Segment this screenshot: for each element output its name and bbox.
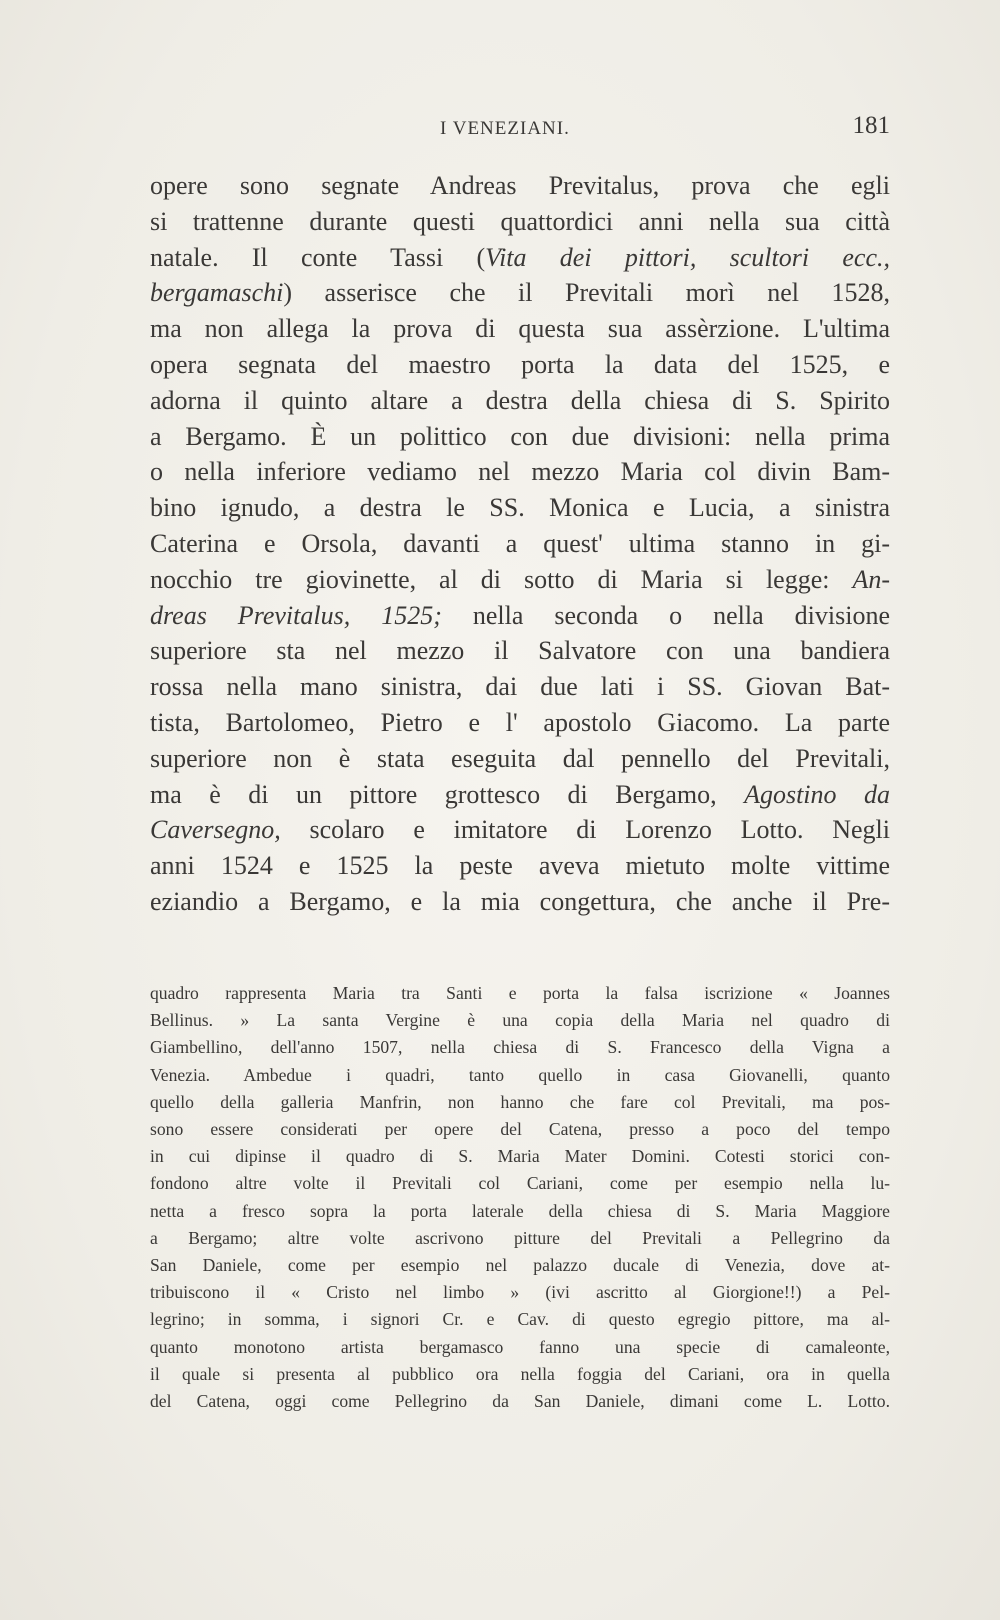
footnote-line: il quale si presenta al pubblico ora nella foggia del Cariani, ora in quella [150,1363,890,1384]
body-line: opera segnata del maestro porta la data del 1525, e [150,349,890,379]
running-head [150,112,890,148]
body-text [150,168,890,920]
body-line: anni 1524 e 1525 la peste aveva mietuto molte vittime [150,851,890,881]
body-text-run: nocchio tre giovinette, al di sotto di Maria si legge: [150,564,853,594]
body-line [150,598,890,634]
body-line: o nella inferiore vediamo nel mezzo Maria col divin Bam- [150,457,890,487]
footnote-line: quadro rappresenta Maria tra Santi e porta la falsa iscrizione « Joannes [150,983,890,1003]
footnote-line: Giambellino, dell'anno 1507, nella chiesa di S. Francesco della Vigna a [150,1037,890,1058]
footnote-line: del Catena, oggi come Pellegrino da San Daniele, dimani come L. Lotto. [150,1391,890,1412]
footnote-line: Venezia. Ambedue i quadri, tanto quello in casa Giovanelli, quanto [150,1064,890,1085]
footnote-line: in cui dipinse il quadro di S. Maria Mater Domini. Cotesti storici con- [150,1146,890,1167]
body-italic-run: Vita dei pittori, scultori ecc., [485,242,890,272]
body-line: superiore non è stata eseguita dal pennello del Previtali, [150,743,890,773]
body-line [150,240,890,276]
body-line [150,812,890,848]
footnote-line: fondono altre volte il Previtali col Cariani, come per esempio nella lu- [150,1173,890,1194]
footnote-line: netta a fresco sopra la porta laterale della chiesa di S. Maria Maggiore [150,1200,890,1221]
footnote [150,980,890,1415]
body-italic-run: An- [852,564,890,594]
body-line [150,275,890,311]
body-text-run: ) asserisce che il Previtali morì nel 1528, [283,278,890,308]
footnote-line: legrino; in somma, i signori Cr. e Cav. di questo egregio pittore, ma al- [150,1309,890,1330]
body-line: ma non allega la prova di questa sua assèrzione. L'ultima [150,314,890,344]
body-italic-run: bergamaschi [150,278,284,308]
body-line: Caterina e Orsola, davanti a quest' ultima stanno in gi- [150,528,890,558]
body-line: a Bergamo. È un polittico con due divisioni: nella prima [150,421,890,451]
body-line [150,562,890,598]
body-line: rossa nella mano sinistra, dai due lati i SS. Giovan Bat- [150,672,890,702]
running-title: I VENEZIANI. [440,118,570,139]
body-line: superiore sta nel mezzo il Salvatore con una bandiera [150,636,890,666]
body-line: bino ignudo, a destra le SS. Monica e Lucia, a sinistra [150,493,890,523]
body-text-run: natale. Il conte Tassi ( [150,242,486,272]
footnote-line: quello della galleria Manfrin, non hanno che fare col Previtali, ma pos- [150,1091,890,1112]
body-line: si trattenne durante questi quattordici anni nella sua città [150,206,890,236]
body-line: opere sono segnate Andreas Previtalus, prova che egli [150,171,890,200]
footnote-line: a Bergamo; altre volte ascrivono pitture del Previtali a Pellegrino da [150,1227,890,1248]
footnote-line: tribuiscono il « Cristo nel limbo » (ivi ascritto al Giorgione!!) a Pel- [150,1282,890,1303]
body-text-run: nella seconda o nella divisione [441,600,890,630]
body-italic-run: Agostino da [744,779,890,809]
body-line [150,777,890,813]
footnote-line: San Daniele, come per esempio nel palazzo ducale di Venezia, dove at- [150,1255,890,1276]
footnote-line: Bellinus. » La santa Vergine è una copia della Maria nel quadro di [150,1010,890,1031]
body-text-run: ma è di un pittore grottesco di Bergamo, [150,779,745,809]
body-line: adorna il quinto altare a destra della chiesa di S. Spirito [150,385,890,415]
body-line: tista, Bartolomeo, Pietro e l' apostolo Giacomo. La parte [150,707,890,737]
footnote-line: sono essere considerati per opere del Catena, presso a poco del tempo [150,1119,890,1140]
body-italic-run: Caversegno, [150,815,281,845]
body-italic-run: dreas Previtalus, 1525; [150,600,442,630]
body-text-run: scolaro e imitatore di Lorenzo Lotto. Negli [280,815,890,845]
body-line: eziandio a Bergamo, e la mia congettura, che anche il Pre- [150,886,890,916]
footnote-line: quanto monotono artista bergamasco fanno una specie di camaleonte, [150,1336,890,1357]
page-number: 181 [852,112,890,139]
